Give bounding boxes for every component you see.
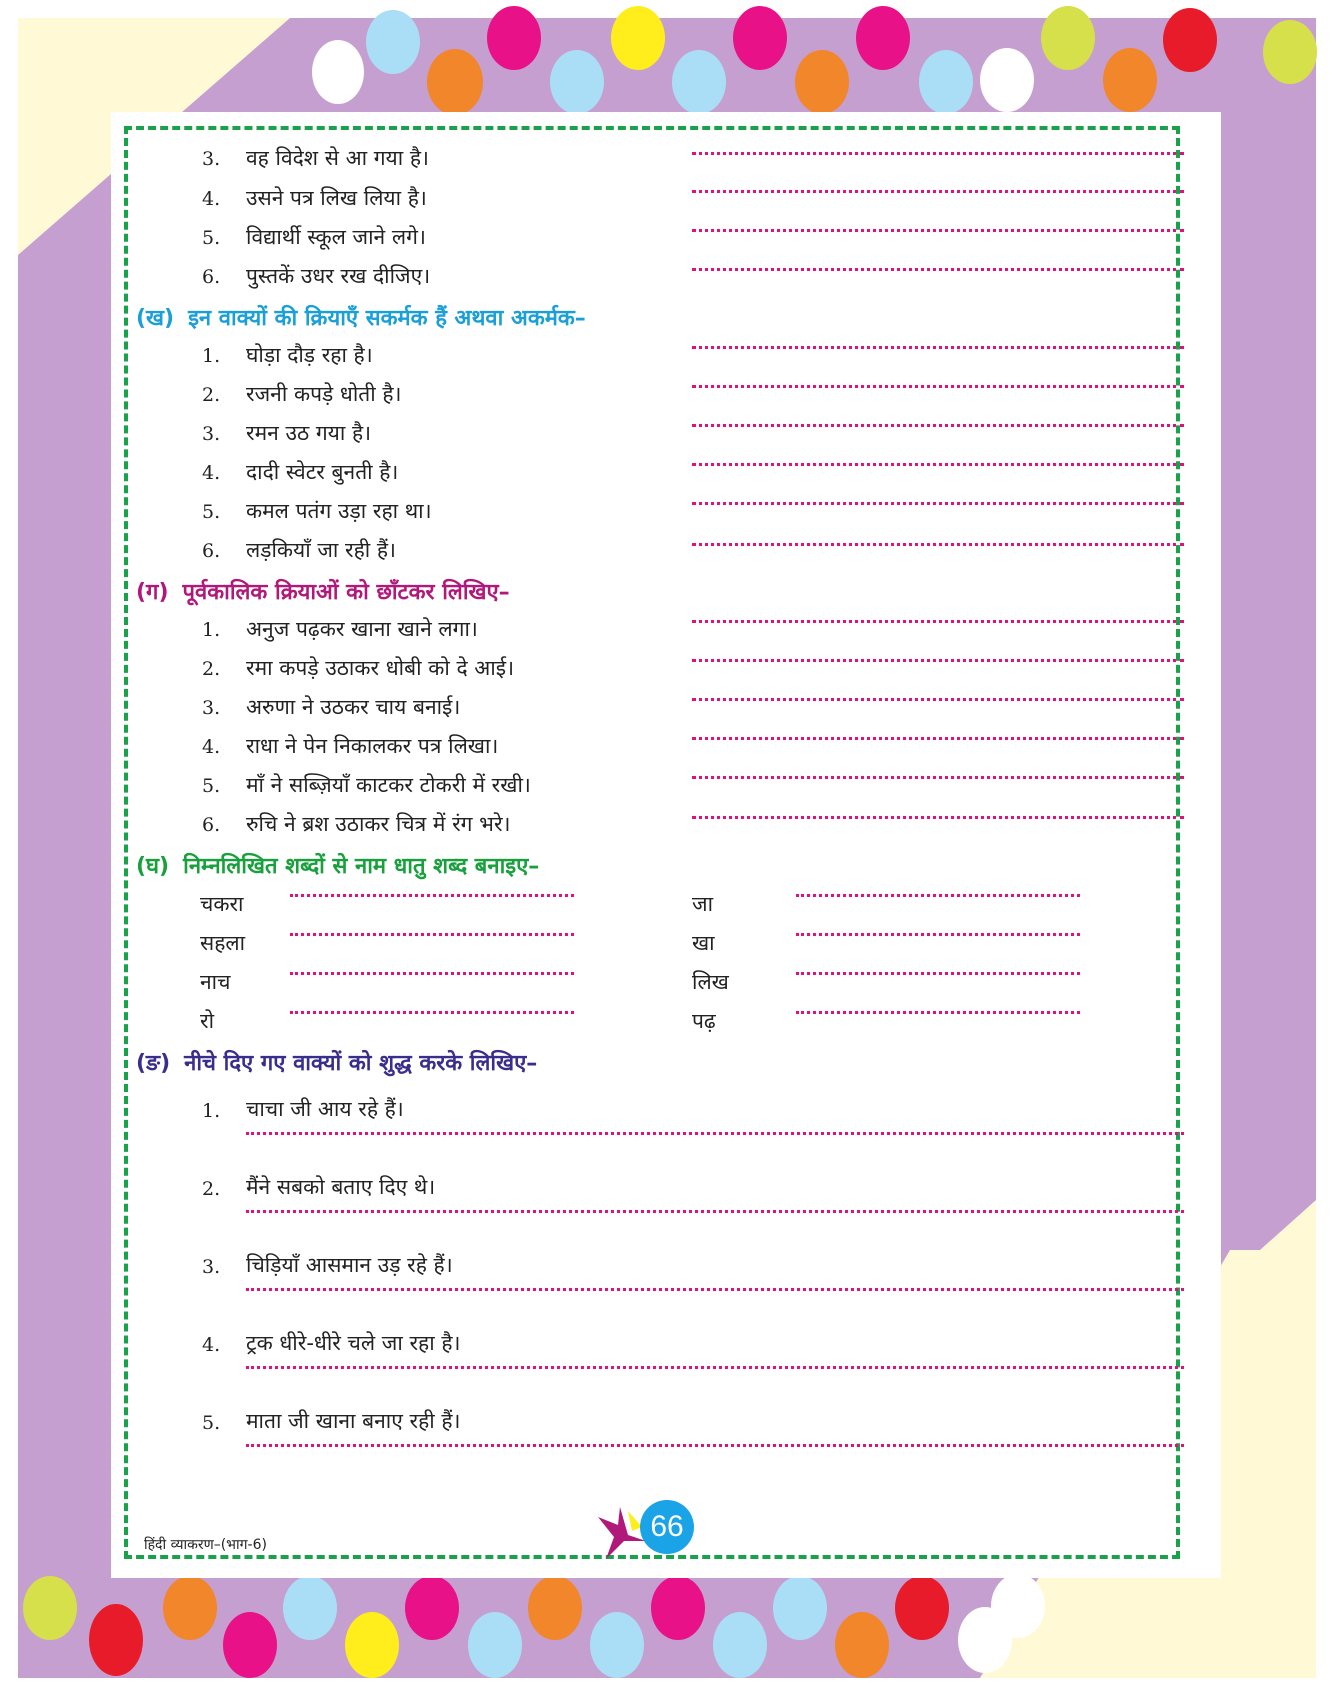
answer-line[interactable] xyxy=(692,268,1184,271)
item-text: अनुज पढ़कर खाना खाने लगा। xyxy=(246,617,478,641)
item-text: चाचा जी आय रहे हैं। xyxy=(246,1097,404,1121)
item-text: ट्रक धीरे-धीरे चले जा रहा है। xyxy=(246,1331,461,1355)
word-label: रो xyxy=(200,1009,215,1033)
word-label: पढ़ xyxy=(692,1009,716,1033)
item-number: 2. xyxy=(202,1178,221,1200)
answer-line[interactable] xyxy=(692,190,1184,193)
answer-line[interactable] xyxy=(290,894,574,897)
item-text: मैंने सबको बताए दिए थे। xyxy=(246,1175,436,1199)
section-heading-gha xyxy=(136,850,539,880)
item-text: रमन उठ गया है। xyxy=(246,421,372,445)
item-text: राधा ने पेन निकालकर पत्र लिखा। xyxy=(246,734,499,758)
item-number: 5. xyxy=(202,227,221,249)
section-title: नीचे दिए गए वाक्यों को शुद्ध करके लिखिए– xyxy=(184,1051,538,1076)
answer-line[interactable] xyxy=(246,1210,1184,1213)
answer-line[interactable] xyxy=(692,737,1184,740)
answer-line[interactable] xyxy=(796,933,1080,936)
answer-line[interactable] xyxy=(692,816,1184,819)
answer-line[interactable] xyxy=(246,1366,1184,1369)
item-text: कमल पतंग उड़ा रहा था। xyxy=(246,499,432,523)
word-label: सहला xyxy=(200,931,246,955)
item-number: 4. xyxy=(202,1334,221,1356)
word-label: नाच xyxy=(200,970,231,994)
answer-line[interactable] xyxy=(246,1132,1184,1135)
item-number: 2. xyxy=(202,384,221,406)
section-heading-kha xyxy=(136,302,586,332)
answer-line[interactable] xyxy=(692,659,1184,662)
answer-line[interactable] xyxy=(692,543,1184,546)
answer-line[interactable] xyxy=(796,1011,1080,1014)
answer-line[interactable] xyxy=(692,346,1184,349)
answer-line[interactable] xyxy=(796,972,1080,975)
word-label: लिख xyxy=(692,970,729,994)
item-number: 1. xyxy=(202,619,221,641)
item-number: 3. xyxy=(202,148,221,170)
item-number: 4. xyxy=(202,462,221,484)
answer-line[interactable] xyxy=(692,776,1184,779)
section-title: पूर्वकालिक क्रियाओं को छाँटकर लिखिए– xyxy=(182,580,510,605)
section-heading-nga xyxy=(136,1047,537,1077)
book-title: हिंदी व्याकरण–(भाग-6) xyxy=(144,1537,267,1553)
item-number: 3. xyxy=(202,697,221,719)
word-label: खा xyxy=(692,931,715,955)
section-label: (घ) xyxy=(136,854,170,879)
item-text: रजनी कपड़े धोती है। xyxy=(246,382,402,406)
item-number: 4. xyxy=(202,736,221,758)
section-label: (ग) xyxy=(136,580,169,605)
item-number: 2. xyxy=(202,658,221,680)
item-text: माता जी खाना बनाए रही हैं। xyxy=(246,1409,461,1433)
answer-line[interactable] xyxy=(692,502,1184,505)
section-title: निम्नलिखित शब्दों से नाम धातु शब्द बनाइए– xyxy=(183,854,540,879)
item-text: वह विदेश से आ गया है। xyxy=(246,146,429,170)
item-number: 5. xyxy=(202,1412,221,1434)
answer-line[interactable] xyxy=(692,463,1184,466)
item-text: अरुणा ने उठकर चाय बनाई। xyxy=(246,695,461,719)
word-label: चकरा xyxy=(200,892,244,916)
item-text: रुचि ने ब्रश उठाकर चित्र में रंग भरे। xyxy=(246,812,511,836)
answer-line[interactable] xyxy=(246,1288,1184,1291)
item-text: माँ ने सब्ज़ियाँ काटकर टोकरी में रखी। xyxy=(246,773,531,797)
item-number: 6. xyxy=(202,540,221,562)
answer-line[interactable] xyxy=(692,698,1184,701)
item-number: 3. xyxy=(202,423,221,445)
answer-line[interactable] xyxy=(692,424,1184,427)
item-number: 6. xyxy=(202,814,221,836)
section-label: (ङ) xyxy=(136,1051,171,1076)
answer-line[interactable] xyxy=(290,972,574,975)
item-number: 5. xyxy=(202,501,221,523)
page-number: 66 xyxy=(640,1500,694,1554)
item-number: 6. xyxy=(202,266,221,288)
item-number: 4. xyxy=(202,188,221,210)
answer-line[interactable] xyxy=(692,229,1184,232)
answer-line[interactable] xyxy=(796,894,1080,897)
item-number: 1. xyxy=(202,1100,221,1122)
answer-line[interactable] xyxy=(290,1011,574,1014)
item-text: चिड़ियाँ आसमान उड़ रहे हैं। xyxy=(246,1253,453,1277)
answer-line[interactable] xyxy=(692,152,1184,155)
item-text: रमा कपड़े उठाकर धोबी को दे आई। xyxy=(246,656,515,680)
word-label: जा xyxy=(692,892,714,916)
item-number: 1. xyxy=(202,345,221,367)
section-heading-ga xyxy=(136,576,510,606)
item-text: दादी स्वेटर बुनती है। xyxy=(246,460,399,484)
item-text: उसने पत्र लिख लिया है। xyxy=(246,186,427,210)
answer-line[interactable] xyxy=(246,1444,1184,1447)
item-text: घोड़ा दौड़ रहा है। xyxy=(246,343,373,367)
answer-line[interactable] xyxy=(692,620,1184,623)
item-text: पुस्तकें उधर रख दीजिए। xyxy=(246,264,431,288)
item-number: 5. xyxy=(202,775,221,797)
answer-line[interactable] xyxy=(692,385,1184,388)
item-text: विद्यार्थी स्कूल जाने लगे। xyxy=(246,225,426,249)
section-label: (ख) xyxy=(136,306,175,331)
section-title: इन वाक्यों की क्रियाएँ सकर्मक हैं अथवा अकर्मक– xyxy=(188,306,586,331)
item-text: लड़कियाँ जा रही हैं। xyxy=(246,538,396,562)
item-number: 3. xyxy=(202,1256,221,1278)
answer-line[interactable] xyxy=(290,933,574,936)
